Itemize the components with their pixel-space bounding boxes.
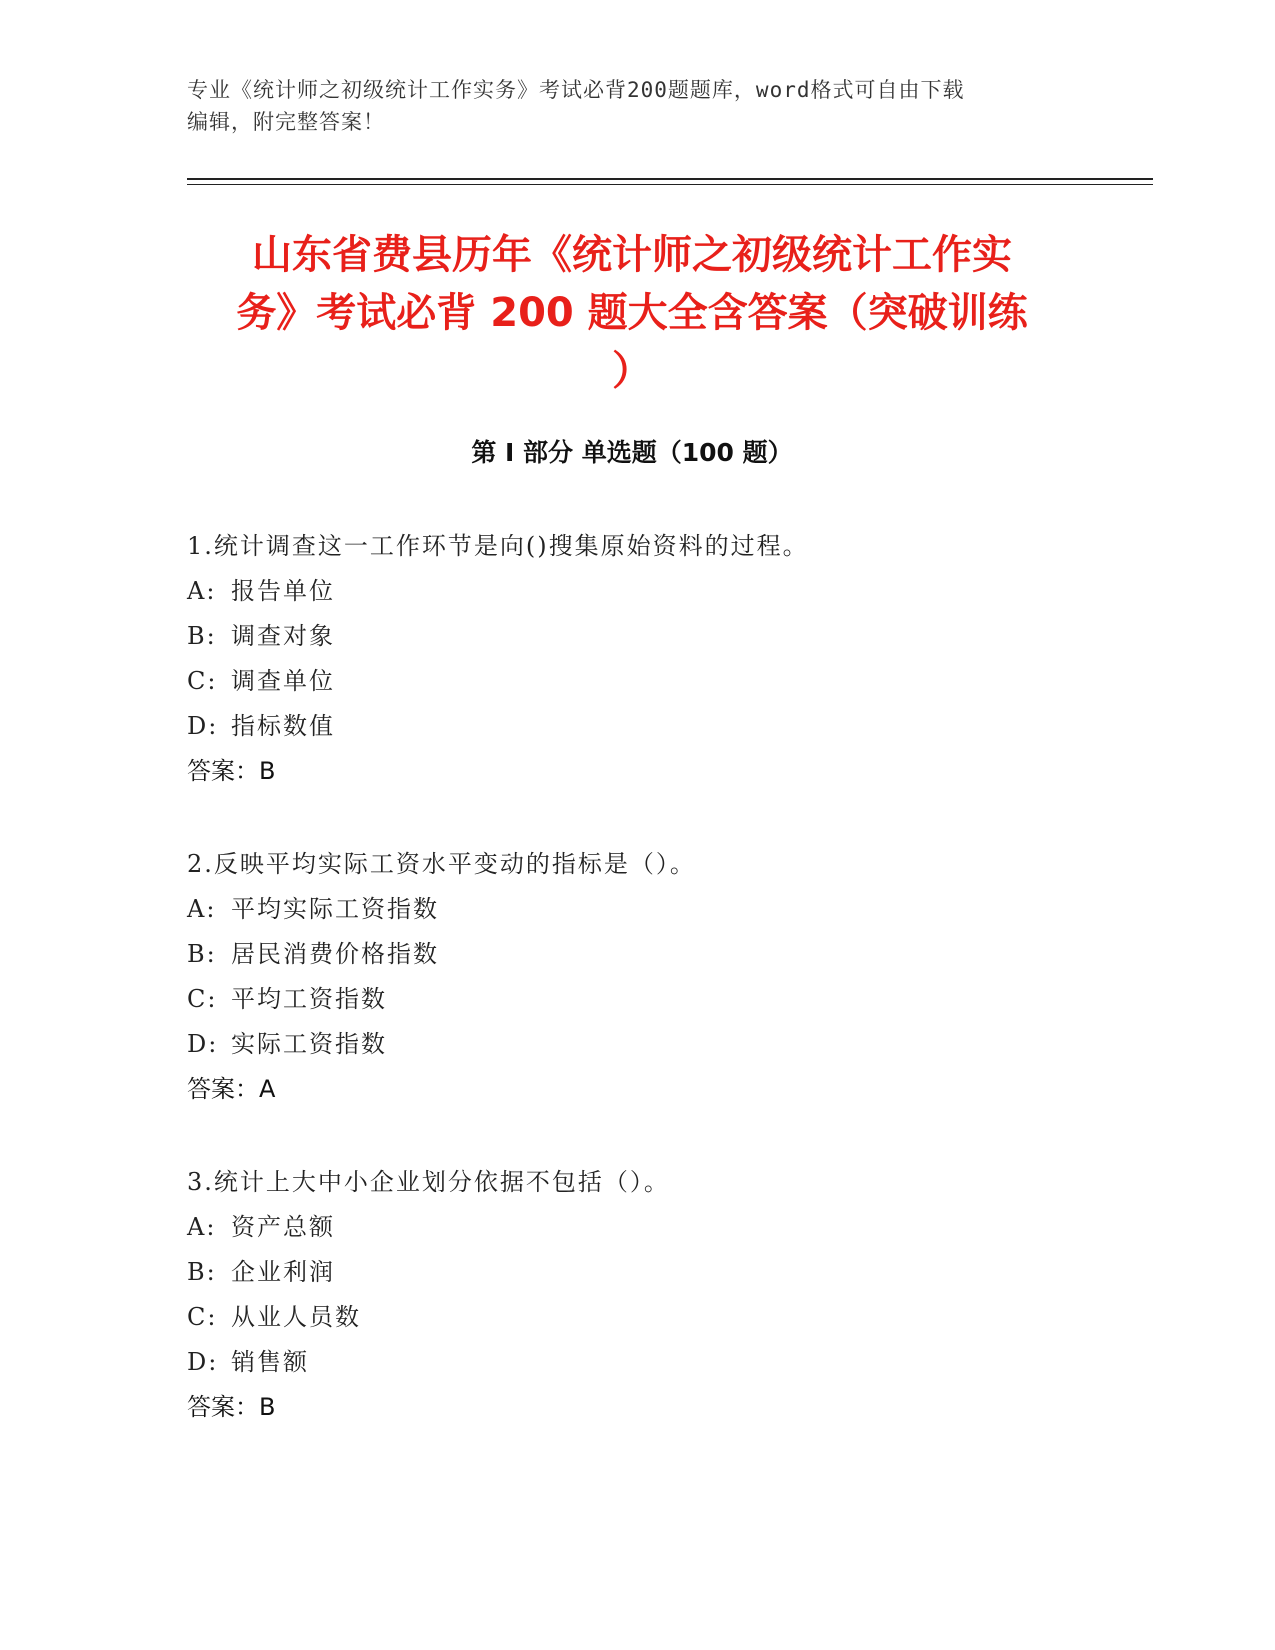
option-b (187, 932, 1147, 977)
option-letter: B: (187, 1258, 217, 1286)
option-text: 调查单位 (231, 667, 335, 695)
question-stem: 3.统计上大中小企业划分依据不包括（）。 (187, 1168, 670, 1196)
option-text: 报告单位 (231, 577, 335, 605)
question-3 (187, 1160, 1147, 1430)
answer-label: 答案： (187, 757, 259, 785)
option-text: 实际工资指数 (231, 1030, 387, 1058)
option-c (187, 977, 1147, 1022)
option-text: 资产总额 (231, 1213, 335, 1241)
option-text: 调查对象 (231, 622, 335, 650)
option-letter: C: (187, 985, 218, 1013)
document-title-line-1: 山东省费县历年《统计师之初级统计工作实 (252, 232, 1012, 278)
option-text: 平均实际工资指数 (231, 895, 439, 923)
option-text: 销售额 (231, 1348, 309, 1376)
option-text: 从业人员数 (231, 1303, 361, 1331)
header-note (187, 74, 1087, 138)
question-stem: 1.统计调查这一工作环节是向()搜集原始资料的过程。 (187, 532, 809, 560)
header-divider-thin (187, 184, 1153, 185)
option-c (187, 1295, 1147, 1340)
document-title-line-2: 务》考试必背 200 题大全含答案（突破训练 (236, 290, 1028, 336)
option-letter: B: (187, 940, 217, 968)
option-a (187, 1205, 1147, 1250)
option-b (187, 614, 1147, 659)
header-note-line-2: 编辑，附完整答案！ (187, 110, 385, 134)
question-stem: 2.反映平均实际工资水平变动的指标是（）。 (187, 850, 696, 878)
answer-line (187, 1385, 1147, 1430)
option-d (187, 1340, 1147, 1385)
answer-value: B (259, 757, 276, 785)
option-letter: C: (187, 1303, 218, 1331)
option-c (187, 659, 1147, 704)
option-text: 企业利润 (231, 1258, 335, 1286)
option-letter: A: (187, 895, 217, 923)
document-title (187, 226, 1077, 400)
answer-line (187, 1067, 1147, 1112)
header-divider-thick (187, 178, 1153, 180)
header-note-line-1: 专业《统计师之初级统计工作实务》考试必背200题题库，word格式可自由下载 (187, 78, 965, 102)
answer-line (187, 749, 1147, 794)
answer-value: B (259, 1393, 276, 1421)
document-title-line-3: ） (612, 348, 652, 394)
option-a (187, 569, 1147, 614)
section-title: 第 I 部分 单选题（100 题） (471, 438, 793, 467)
answer-label: 答案： (187, 1393, 259, 1421)
option-text: 指标数值 (231, 712, 335, 740)
answer-value: A (259, 1075, 276, 1103)
option-letter: C: (187, 667, 218, 695)
option-text: 居民消费价格指数 (231, 940, 439, 968)
option-letter: A: (187, 1213, 217, 1241)
option-letter: D: (187, 1030, 219, 1058)
option-d (187, 1022, 1147, 1067)
question-1 (187, 524, 1147, 794)
option-text: 平均工资指数 (231, 985, 387, 1013)
option-b (187, 1250, 1147, 1295)
option-letter: A: (187, 577, 217, 605)
answer-label: 答案： (187, 1075, 259, 1103)
option-letter: D: (187, 1348, 219, 1376)
question-2 (187, 842, 1147, 1112)
option-letter: B: (187, 622, 217, 650)
option-letter: D: (187, 712, 219, 740)
option-d (187, 704, 1147, 749)
option-a (187, 887, 1147, 932)
